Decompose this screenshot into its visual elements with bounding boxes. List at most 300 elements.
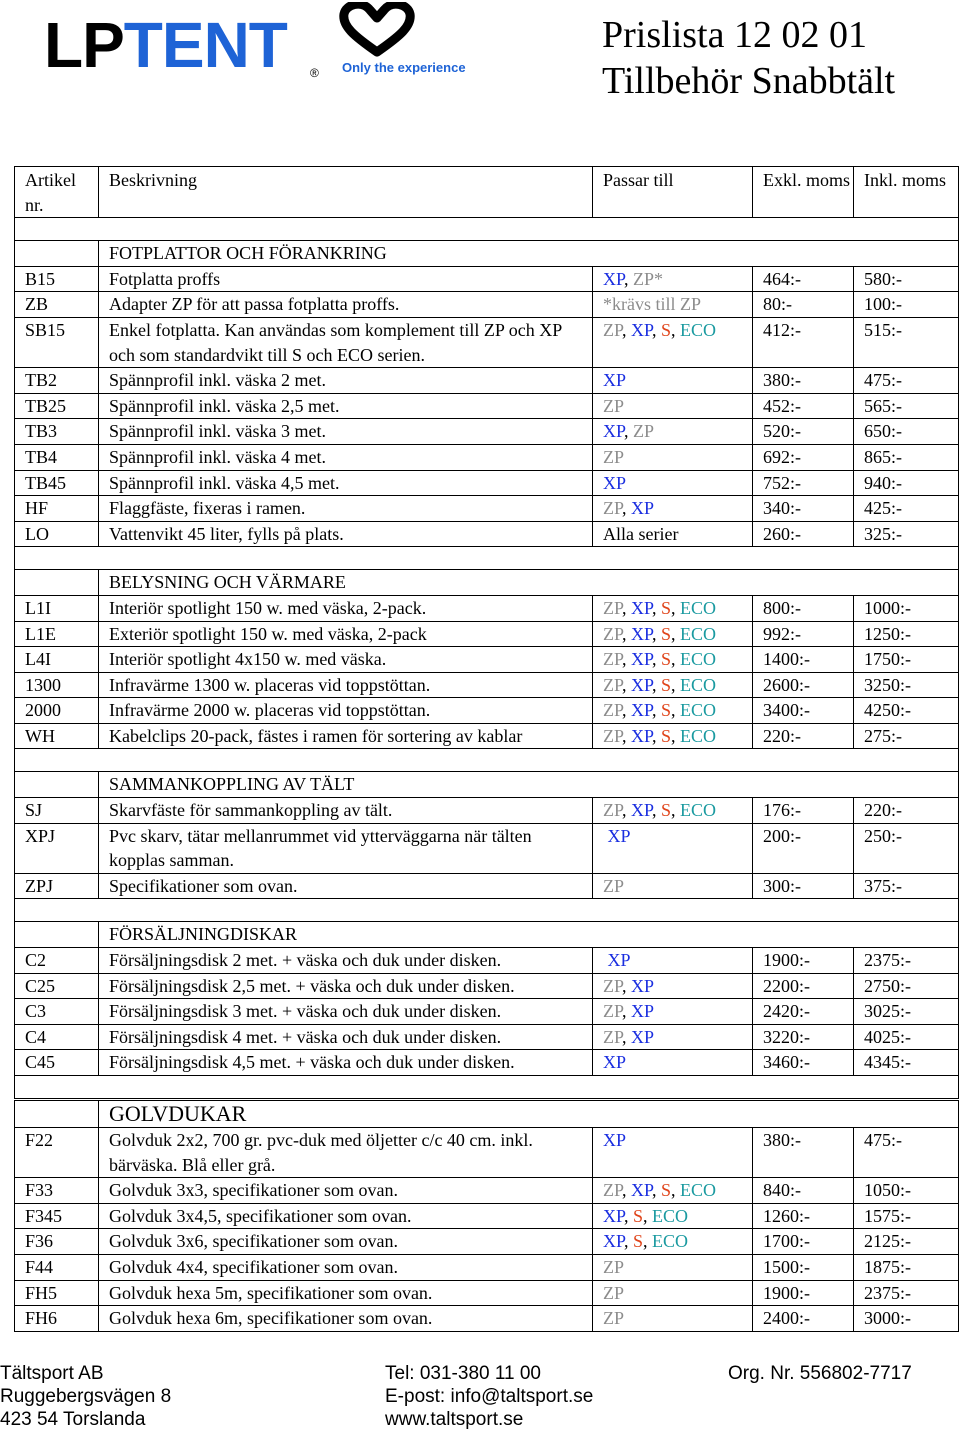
table-row <box>15 1050 959 1076</box>
fits-models <box>593 292 753 318</box>
fits-models <box>593 595 753 621</box>
fits-text: , <box>671 623 681 644</box>
header-incl-vat: Inkl. moms <box>854 167 959 218</box>
price-excl-vat: 692:- <box>753 444 854 470</box>
section-header-row <box>15 241 959 267</box>
article-number: WH <box>15 723 99 749</box>
item-description: Försäljningsdisk 2,5 met. + väska och duk under disken. <box>99 973 593 999</box>
model-tag-eco: ECO <box>680 319 717 340</box>
section-title-golvdukar: GOLVDUKAR <box>99 1101 959 1128</box>
model-tag-xp: XP <box>603 1130 627 1150</box>
section-title: FOTPLATTOR OCH FÖRANKRING <box>99 241 959 267</box>
table-row <box>15 470 959 496</box>
model-tag-zp: ZP <box>603 597 623 618</box>
fits-models <box>593 470 753 496</box>
fits-models <box>593 1128 753 1178</box>
fits-text: , <box>622 1001 632 1022</box>
price-incl-vat: 4345:- <box>854 1050 959 1076</box>
fits-text: , <box>671 674 681 695</box>
fits-models <box>593 999 753 1025</box>
fits-text: , <box>652 319 662 340</box>
price-incl-vat: 2375:- <box>854 948 959 974</box>
company-logo <box>44 2 484 92</box>
model-tag-xp: XP <box>603 472 627 493</box>
model-tag-s: S <box>661 674 672 695</box>
fits-text: , <box>652 597 662 618</box>
item-description: Golvduk 2x2, 700 gr. pvc-duk med öljetter c/c 40 cm. inkl. bärväska. Blå eller grå. <box>99 1128 593 1178</box>
item-description: Spännprofil inkl. väska 2,5 met. <box>99 393 593 419</box>
price-excl-vat: 2400:- <box>753 1306 854 1332</box>
model-tag-zp: ZP <box>603 623 623 644</box>
model-tag-xp: XP <box>603 1052 627 1073</box>
item-description: Försäljningsdisk 2 met. + väska och duk under disken. <box>99 948 593 974</box>
model-tag-zp: ZP <box>603 800 623 821</box>
article-number: F345 <box>15 1203 99 1229</box>
price-incl-vat: 1250:- <box>854 621 959 647</box>
fits-text: , <box>652 700 662 721</box>
table-row <box>15 873 959 899</box>
footer-org <box>728 1362 912 1385</box>
table-row <box>15 823 959 873</box>
fits-models <box>593 1229 753 1255</box>
table-row <box>15 595 959 621</box>
article-number: C45 <box>15 1050 99 1076</box>
item-description: Golvduk 3x6, specifikationer som ovan. <box>99 1229 593 1255</box>
price-incl-vat: 565:- <box>854 393 959 419</box>
section-title: SAMMANKOPPLING AV TÄLT <box>99 772 959 798</box>
registered-mark: ® <box>310 66 319 80</box>
table-row <box>15 1254 959 1280</box>
price-excl-vat: 3400:- <box>753 698 854 724</box>
fits-text: , <box>622 1026 632 1047</box>
model-tag-xp: XP <box>631 1001 655 1022</box>
model-tag-zp: ZP <box>603 395 625 416</box>
article-number: ZB <box>15 292 99 318</box>
fits-models <box>593 1306 753 1332</box>
model-tag-zp: ZP <box>603 446 625 467</box>
article-number: L1E <box>15 621 99 647</box>
price-incl-vat: 475:- <box>854 1128 959 1178</box>
fits-text: , <box>652 1180 662 1201</box>
item-description: Golvduk 3x3, specifikationer som ovan. <box>99 1178 593 1204</box>
footer <box>0 1362 960 1436</box>
fits-text: , <box>624 1205 634 1226</box>
header-description: Beskrivning <box>99 167 593 218</box>
price-incl-vat: 100:- <box>854 292 959 318</box>
price-incl-vat: 3250:- <box>854 672 959 698</box>
model-tag-s: S <box>661 1180 672 1201</box>
model-tag-zp: ZP <box>603 1308 625 1329</box>
table-row <box>15 393 959 419</box>
item-description: Vattenvikt 45 liter, fylls på plats. <box>99 521 593 547</box>
fits-text: , <box>624 421 634 442</box>
table-row <box>15 1306 959 1332</box>
table-row <box>15 1280 959 1306</box>
spacer-row <box>15 1076 959 1099</box>
fits-text: , <box>671 700 681 721</box>
footer-street: Ruggebergsvägen 8 <box>0 1386 172 1407</box>
model-tag-zp: ZP <box>603 319 623 340</box>
fits-models <box>593 698 753 724</box>
price-table-body <box>15 167 959 1099</box>
price-incl-vat: 475:- <box>854 368 959 394</box>
price-excl-vat: 380:- <box>753 1128 854 1178</box>
fits-text: , <box>671 800 681 821</box>
article-number: LO <box>15 521 99 547</box>
fits-models <box>593 496 753 522</box>
footer-web: www.taltsport.se <box>385 1409 524 1430</box>
header-fits: Passar till <box>593 167 753 218</box>
article-number: TB4 <box>15 444 99 470</box>
spacer-row <box>15 899 959 922</box>
article-number: C2 <box>15 948 99 974</box>
fits-text: , <box>622 725 632 746</box>
fits-models <box>593 823 753 873</box>
fits-text: , <box>652 674 662 695</box>
fits-models <box>593 317 753 367</box>
table-row <box>15 621 959 647</box>
article-number: SB15 <box>15 317 99 367</box>
price-excl-vat: 992:- <box>753 621 854 647</box>
fits-text: , <box>624 1231 634 1252</box>
fits-models <box>593 419 753 445</box>
price-incl-vat: 3025:- <box>854 999 959 1025</box>
item-description: Pvc skarv, tätar mellanrummet vid ytterväggarna när tälten kopplas samman. <box>99 823 593 873</box>
price-incl-vat: 4250:- <box>854 698 959 724</box>
price-excl-vat: 3460:- <box>753 1050 854 1076</box>
price-incl-vat: 220:- <box>854 798 959 824</box>
article-number: F22 <box>15 1128 99 1178</box>
fits-text: , <box>622 649 632 670</box>
model-tag-eco: ECO <box>680 623 717 644</box>
model-tag-zp: ZP* <box>633 268 664 289</box>
price-incl-vat: 1050:- <box>854 1178 959 1204</box>
fits-text: , <box>622 674 632 695</box>
model-tag-xp: XP <box>603 1231 625 1252</box>
model-tag-eco: ECO <box>680 1180 717 1201</box>
article-number: FH6 <box>15 1306 99 1332</box>
price-incl-vat: 1750:- <box>854 647 959 673</box>
model-tag-xp: XP <box>631 725 653 746</box>
fits-models <box>593 1178 753 1204</box>
fits-models <box>593 1280 753 1306</box>
header-excl-vat: Exkl. moms <box>753 167 854 218</box>
table-header-row <box>15 167 959 218</box>
price-excl-vat: 1900:- <box>753 1280 854 1306</box>
price-excl-vat: 2600:- <box>753 672 854 698</box>
document-title <box>602 12 895 104</box>
fits-text: , <box>622 623 632 644</box>
footer-company: Tältsport AB <box>0 1363 104 1384</box>
model-tag-eco: ECO <box>680 725 717 746</box>
item-description: Spännprofil inkl. väska 4 met. <box>99 444 593 470</box>
table-row <box>15 317 959 367</box>
table-row <box>15 1229 959 1255</box>
footer-tel: Tel: 031-380 11 00 <box>385 1363 541 1384</box>
model-tag-zp: ZP <box>603 1256 625 1277</box>
fits-models <box>593 672 753 698</box>
price-excl-vat: 200:- <box>753 823 854 873</box>
footer-city: 423 54 Torslanda <box>0 1409 146 1430</box>
header-article: Artikel nr. <box>15 167 99 218</box>
item-description: Golvduk hexa 6m, specifikationer som ovan. <box>99 1306 593 1332</box>
footer-email: E-post: info@taltsport.se <box>385 1386 594 1407</box>
spacer-row <box>15 218 959 241</box>
article-number: C4 <box>15 1024 99 1050</box>
table-row <box>15 266 959 292</box>
price-incl-vat: 2375:- <box>854 1280 959 1306</box>
price-incl-vat: 4025:- <box>854 1024 959 1050</box>
floor-cloth-table-body <box>15 1101 959 1332</box>
model-tag-eco: ECO <box>680 597 717 618</box>
price-incl-vat: 1575:- <box>854 1203 959 1229</box>
model-tag-eco: ECO <box>680 700 717 721</box>
spacer-row <box>15 749 959 772</box>
item-description: Kabelclips 20-pack, fästes i ramen för sortering av kablar <box>99 723 593 749</box>
fits-text: , <box>671 319 681 340</box>
price-excl-vat: 3220:- <box>753 1024 854 1050</box>
article-number: L1I <box>15 595 99 621</box>
item-description: Golvduk 3x4,5, specifikationer som ovan. <box>99 1203 593 1229</box>
model-tag-xp: XP <box>603 421 625 442</box>
model-tag-s: S <box>633 1205 644 1226</box>
model-tag-xp: XP <box>631 597 653 618</box>
tent-heart-icon <box>334 2 420 58</box>
fits-text: , <box>671 597 681 618</box>
model-tag-s: S <box>661 319 672 340</box>
item-description: Specifikationer som ovan. <box>99 873 593 899</box>
model-tag-zp: *krävs till ZP <box>603 294 701 315</box>
article-number: F33 <box>15 1178 99 1204</box>
table-row <box>15 999 959 1025</box>
section-title: BELYSNING OCH VÄRMARE <box>99 570 959 596</box>
price-incl-vat: 325:- <box>854 521 959 547</box>
fits-text: , <box>622 1180 632 1201</box>
item-description: Flaggfäste, fixeras i ramen. <box>99 496 593 522</box>
price-excl-vat: 340:- <box>753 496 854 522</box>
table-row <box>15 1203 959 1229</box>
price-excl-vat: 1260:- <box>753 1203 854 1229</box>
section-header-row <box>15 1101 959 1128</box>
price-excl-vat: 260:- <box>753 521 854 547</box>
fits-text: , <box>652 800 662 821</box>
model-tag-zp: ZP <box>603 725 623 746</box>
fits-text: , <box>652 623 662 644</box>
price-incl-vat: 940:- <box>854 470 959 496</box>
table-row <box>15 1178 959 1204</box>
logo-text-tent: TENT <box>123 9 287 81</box>
fits-models <box>593 647 753 673</box>
item-description: Skarvfäste för sammankoppling av tält. <box>99 798 593 824</box>
table-row <box>15 948 959 974</box>
price-excl-vat: 1700:- <box>753 1229 854 1255</box>
fits-text: , <box>671 725 681 746</box>
table-row <box>15 419 959 445</box>
model-tag-zp: ZP <box>603 498 623 519</box>
price-incl-vat: 1875:- <box>854 1254 959 1280</box>
price-excl-vat: 176:- <box>753 798 854 824</box>
table-row <box>15 496 959 522</box>
fits-text: , <box>671 649 681 670</box>
item-description: Golvduk 4x4, specifikationer som ovan. <box>99 1254 593 1280</box>
fits-models <box>593 1203 753 1229</box>
model-tag-xp: XP <box>631 700 653 721</box>
item-description: Interiör spotlight 4x150 w. med väska. <box>99 647 593 673</box>
model-tag-xp: XP <box>631 319 653 340</box>
price-excl-vat: 80:- <box>753 292 854 318</box>
fits-models <box>593 1024 753 1050</box>
model-tag-s: S <box>661 623 672 644</box>
floor-cloth-table <box>14 1100 959 1332</box>
model-tag-eco: ECO <box>652 1231 689 1252</box>
fits-models <box>593 1254 753 1280</box>
price-excl-vat: 840:- <box>753 1178 854 1204</box>
model-tag-zp: ZP <box>603 1001 623 1022</box>
price-excl-vat: 2420:- <box>753 999 854 1025</box>
model-tag-s: S <box>661 700 672 721</box>
fits-text: , <box>622 597 632 618</box>
model-tag-s: S <box>661 800 672 821</box>
fits-text: , <box>624 268 634 289</box>
fits-models <box>593 973 753 999</box>
section-header-row <box>15 772 959 798</box>
section-header-row <box>15 922 959 948</box>
table-row <box>15 368 959 394</box>
item-description: Spännprofil inkl. väska 2 met. <box>99 368 593 394</box>
fits-models <box>593 798 753 824</box>
item-description: Spännprofil inkl. väska 3 met. <box>99 419 593 445</box>
price-incl-vat: 250:- <box>854 823 959 873</box>
fits-models <box>593 1050 753 1076</box>
logo-tagline: Only the experience <box>342 60 466 75</box>
model-tag-s: S <box>661 597 672 618</box>
price-incl-vat: 650:- <box>854 419 959 445</box>
model-tag-xp: XP <box>603 1205 625 1226</box>
fits-models <box>593 948 753 974</box>
price-incl-vat: 275:- <box>854 723 959 749</box>
model-tag-xp: XP <box>631 975 655 996</box>
model-tag-xp: XP <box>631 1026 655 1047</box>
fits-models <box>593 393 753 419</box>
model-tag-xp: XP <box>631 623 653 644</box>
model-tag-s: S <box>661 725 672 746</box>
price-excl-vat: 412:- <box>753 317 854 367</box>
price-excl-vat: 1900:- <box>753 948 854 974</box>
model-tag-xp: XP <box>631 498 655 519</box>
article-number: C25 <box>15 973 99 999</box>
item-description: Adapter ZP för att passa fotplatta proffs. <box>99 292 593 318</box>
article-number: TB2 <box>15 368 99 394</box>
table-row <box>15 521 959 547</box>
article-number: FH5 <box>15 1280 99 1306</box>
fits-models <box>593 621 753 647</box>
price-incl-vat: 3000:- <box>854 1306 959 1332</box>
item-description: Exteriör spotlight 150 w. med väska, 2-pack <box>99 621 593 647</box>
title-line-2: Tillbehör Snabbtält <box>602 60 896 102</box>
model-tag-eco: ECO <box>652 1205 689 1226</box>
fits-text: , <box>643 1205 653 1226</box>
price-excl-vat: 752:- <box>753 470 854 496</box>
logo-text-lp: LP <box>44 9 124 81</box>
fits-models <box>593 873 753 899</box>
table-row <box>15 444 959 470</box>
item-description: Spännprofil inkl. väska 4,5 met. <box>99 470 593 496</box>
model-tag-s: S <box>661 649 672 670</box>
price-table <box>14 166 959 1099</box>
fits-text: , <box>643 1231 653 1252</box>
fits-text: , <box>671 1180 681 1201</box>
item-description: Fotplatta proffs <box>99 266 593 292</box>
table-row <box>15 1024 959 1050</box>
model-tag-xp: XP <box>631 800 653 821</box>
article-number: F36 <box>15 1229 99 1255</box>
item-description: Interiör spotlight 150 w. med väska, 2-pack. <box>99 595 593 621</box>
table-row <box>15 1128 959 1178</box>
article-number: TB3 <box>15 419 99 445</box>
price-incl-vat: 515:- <box>854 317 959 367</box>
price-incl-vat: 1000:- <box>854 595 959 621</box>
article-number: HF <box>15 496 99 522</box>
footer-contact <box>385 1362 593 1431</box>
fits-text: , <box>622 700 632 721</box>
article-number: F44 <box>15 1254 99 1280</box>
article-number: 2000 <box>15 698 99 724</box>
table-row <box>15 973 959 999</box>
footer-org-nr: Org. Nr. 556802-7717 <box>728 1363 912 1384</box>
model-tag-eco: ECO <box>680 674 717 695</box>
item-description: Försäljningsdisk 4,5 met. + väska och duk under disken. <box>99 1050 593 1076</box>
model-tag-eco: ECO <box>680 800 717 821</box>
price-incl-vat: 2125:- <box>854 1229 959 1255</box>
article-number: 1300 <box>15 672 99 698</box>
item-description: Golvduk hexa 5m, specifikationer som ovan. <box>99 1280 593 1306</box>
article-number: B15 <box>15 266 99 292</box>
section-title: FÖRSÄLJNINGDISKAR <box>99 922 959 948</box>
table-row <box>15 672 959 698</box>
article-number: L4I <box>15 647 99 673</box>
model-tag-zp: ZP <box>603 649 623 670</box>
price-excl-vat: 300:- <box>753 873 854 899</box>
price-excl-vat: 520:- <box>753 419 854 445</box>
model-tag-zp: ZP <box>633 421 655 442</box>
fits-text: , <box>652 649 662 670</box>
price-incl-vat: 580:- <box>854 266 959 292</box>
price-excl-vat: 464:- <box>753 266 854 292</box>
model-tag-zp: ZP <box>603 700 623 721</box>
table-row <box>15 723 959 749</box>
item-description: Försäljningsdisk 3 met. + väska och duk under disken. <box>99 999 593 1025</box>
price-excl-vat: 1400:- <box>753 647 854 673</box>
model-tag-xp: XP <box>603 950 631 971</box>
model-tag-zp: ZP <box>603 975 623 996</box>
fits-text: , <box>622 498 632 519</box>
footer-address <box>0 1362 171 1431</box>
price-excl-vat: 220:- <box>753 723 854 749</box>
price-excl-vat: 800:- <box>753 595 854 621</box>
item-description: Infravärme 1300 w. placeras vid toppstöttan. <box>99 672 593 698</box>
model-tag-zp: ZP <box>603 875 625 896</box>
fits-models <box>593 444 753 470</box>
price-incl-vat: 2750:- <box>854 973 959 999</box>
article-number: TB45 <box>15 470 99 496</box>
item-description: Försäljningsdisk 4 met. + väska och duk under disken. <box>99 1024 593 1050</box>
fits-models <box>593 521 753 547</box>
table-row <box>15 647 959 673</box>
fits-text: , <box>622 319 632 340</box>
model-tag-xp: XP <box>603 268 625 289</box>
table-row <box>15 292 959 318</box>
model-tag-xp: XP <box>631 1180 653 1201</box>
